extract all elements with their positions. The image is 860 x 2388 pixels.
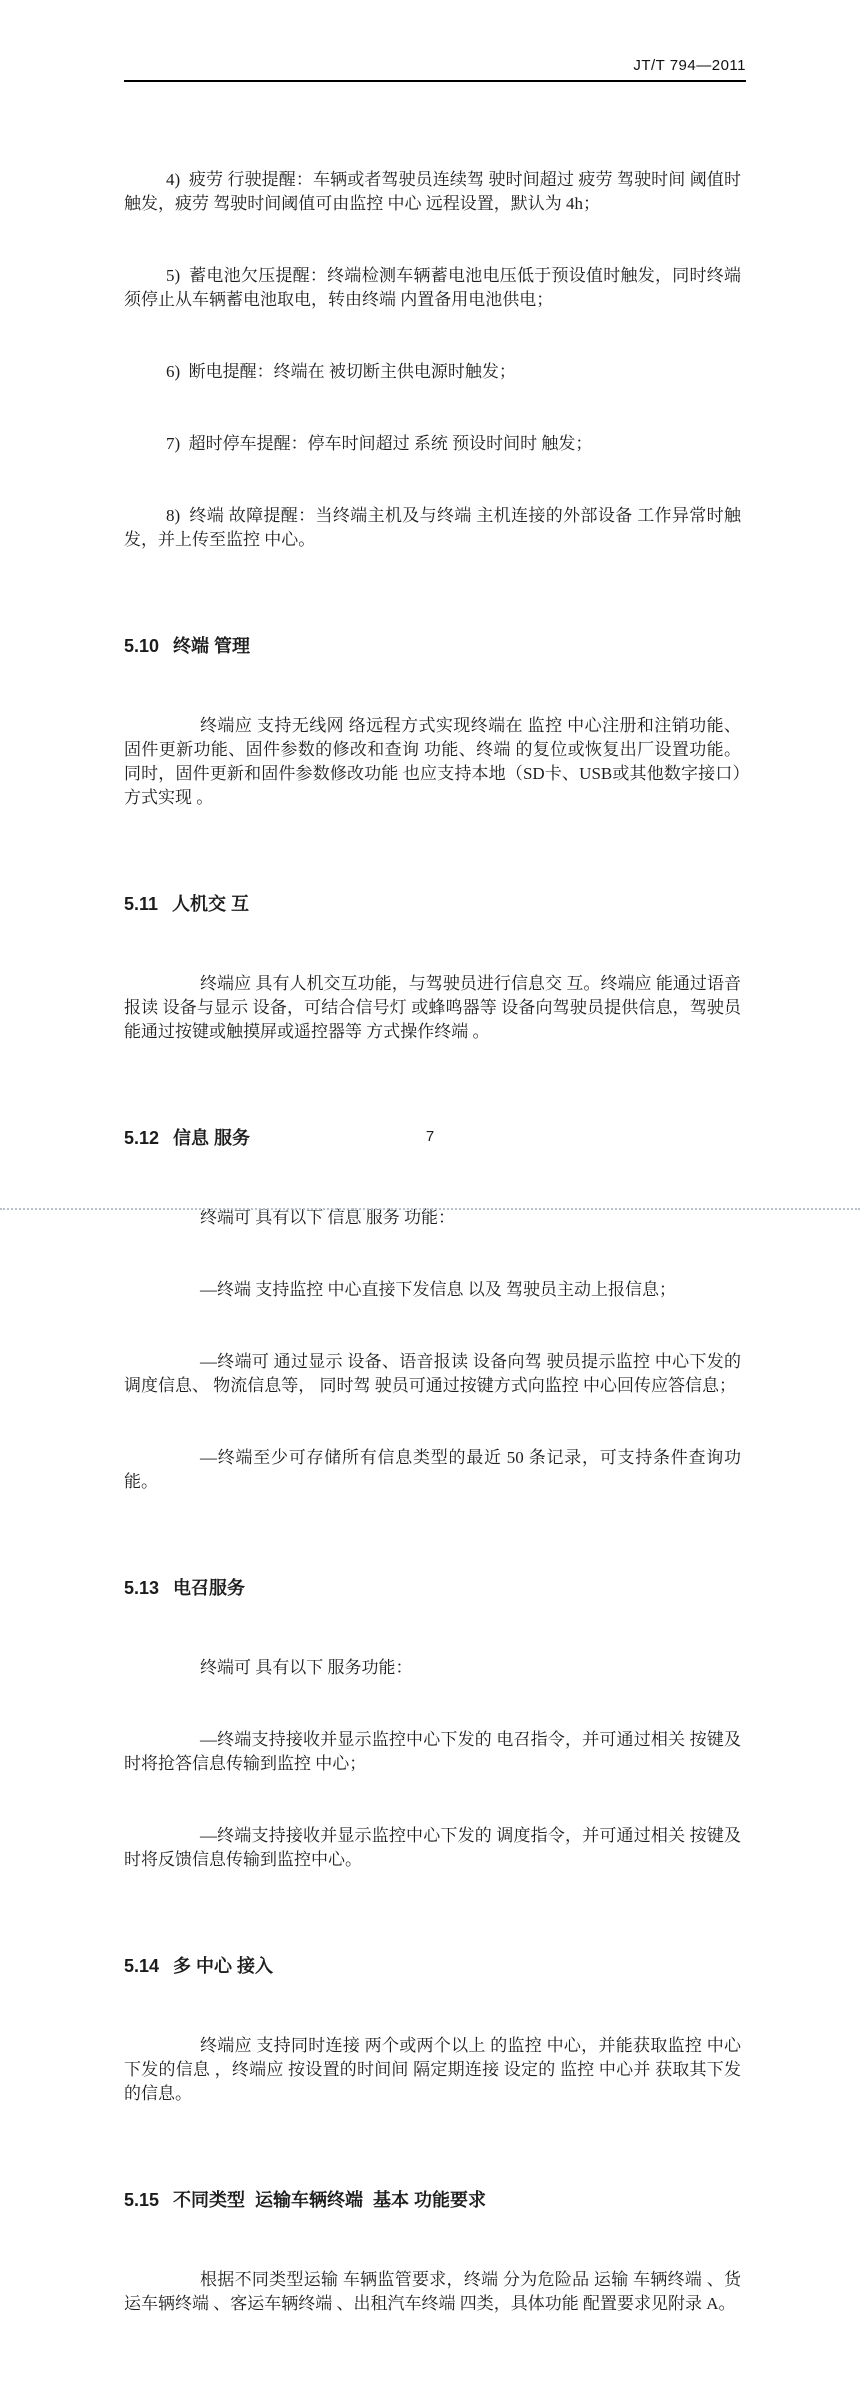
- list-item-4: 4) 疲劳 行驶提醒：车辆或者驾驶员连续驾 驶时间超过 疲劳 驾驶时间 阈值时触发，疲劳 驾驶时间阈值可由监控 中心 远程设置，默认为 4h；: [124, 170, 741, 213]
- list-item-8: 8) 终端 故障提醒：当终端主机及与终端 主机连接的外部设备 工作异常时触发，并上传至监控 中心。: [124, 506, 741, 549]
- section-title: 不同类型 运输车辆终端 基本 功能要求: [173, 2190, 487, 2210]
- paragraph: 终端可 具有以下 服务功能：: [200, 1658, 413, 1677]
- paragraph: 根据不同类型运输 车辆监管要求，终端 分为危险品 运输 车辆终端 、货运车辆终端 、客运车辆终端 、出租汽车终端 四类，具体功能 配置要求见附录 A。: [124, 2270, 741, 2313]
- page-footer: [0, 1128, 860, 1145]
- header-rule: [124, 80, 746, 82]
- page-number: 7: [425, 1128, 435, 1145]
- list-item-6: 6) 断电提醒：终端在 被切断主供电源时触发；: [166, 362, 516, 381]
- section-title: 信息 服务: [173, 1128, 251, 1148]
- doc-code: JT/T 794—2011: [633, 57, 746, 74]
- paragraph: 终端可 具有以下 信息 服务 功能：: [200, 1208, 455, 1227]
- list-item-5: 5) 蓄电池欠压提醒：终端检测车辆蓄电池电压低于预设值时触发，同时终端须停止从车辆蓄电池取电，转由终端 内置备用电池供电；: [124, 266, 741, 309]
- paragraph: 终端应 支持同时连接 两个或两个以上 的监控 中心，并能获取监控 中心下发的信息 ，终端应 按设置的时间间 隔定期连接 设定的 监控 中心并 获取其下发的信息。: [124, 2036, 741, 2103]
- document-body: [124, 96, 746, 2388]
- section-title: 电召服务: [173, 1578, 246, 1598]
- section-title: 多 中心 接入: [173, 1956, 274, 1976]
- section-title: 终端 管理: [173, 636, 251, 656]
- section-heading-5-11: [124, 892, 741, 916]
- paragraph-dash-item: —终端支持接收并显示监控中心下发的 电召指令，并可通过相关 按键及时将抢答信息传输到监控 中心；: [124, 1730, 741, 1773]
- section-number: 5.15: [124, 2190, 160, 2210]
- section-number: 5.10: [124, 636, 160, 656]
- paragraph-dash-item: —终端支持接收并显示监控中心下发的 调度指令，并可通过相关 按键及时将反馈信息传输到监控中心。: [124, 1826, 741, 1869]
- section-number: 5.13: [124, 1578, 160, 1598]
- section-heading-5-13: [124, 1576, 741, 1600]
- list-item-7: 7) 超时停车提醒：停车时间超过 系统 预设时间时 触发；: [166, 434, 593, 453]
- bottom-dotted-line: [0, 1208, 860, 1210]
- section-heading-5-15: [124, 2188, 741, 2212]
- paragraph-dash-item: —终端可 通过显示 设备、语音报读 设备向驾 驶员提示监控 中心下发的 调度信息、 物流信息等， 同时驾 驶员可通过按键方式向监控 中心回传应答信息；: [124, 1352, 746, 1395]
- section-title: 人机交 互: [172, 894, 250, 914]
- section-heading-5-10: [124, 634, 741, 658]
- page-header: [124, 57, 746, 74]
- section-number: 5.11: [124, 894, 159, 914]
- section-number: 5.12: [124, 1128, 160, 1148]
- section-number: 5.14: [124, 1956, 160, 1976]
- paragraph-dash-item: —终端至少可存储所有信息类型的最近 50 条记录，可支持条件查询功 能。: [124, 1448, 746, 1491]
- paragraph: 终端应 支持无线网 络远程方式实现终端在 监控 中心注册和注销功能、固件更新功能、固件参数的修改和查询 功能、终端 的复位或恢复出厂设置功能。同时，固件更新和固件参数修改功能 也应支持本地（SD卡、USB或其他数字接口）方式实现 。: [124, 716, 741, 807]
- section-heading-5-14: [124, 1954, 741, 1978]
- paragraph-dash-item: —终端 支持监控 中心直接下发信息 以及 驾驶员主动上报信息；: [200, 1280, 676, 1299]
- paragraph: 终端应 具有人机交互功能，与驾驶员进行信息交 互。终端应 能通过语音报读 设备与显示 设备，可结合信号灯 或蜂鸣器等 设备向驾驶员提供信息，驾驶员能通过按键或触摸屏或遥控器等 方式操作终端 。: [124, 974, 741, 1041]
